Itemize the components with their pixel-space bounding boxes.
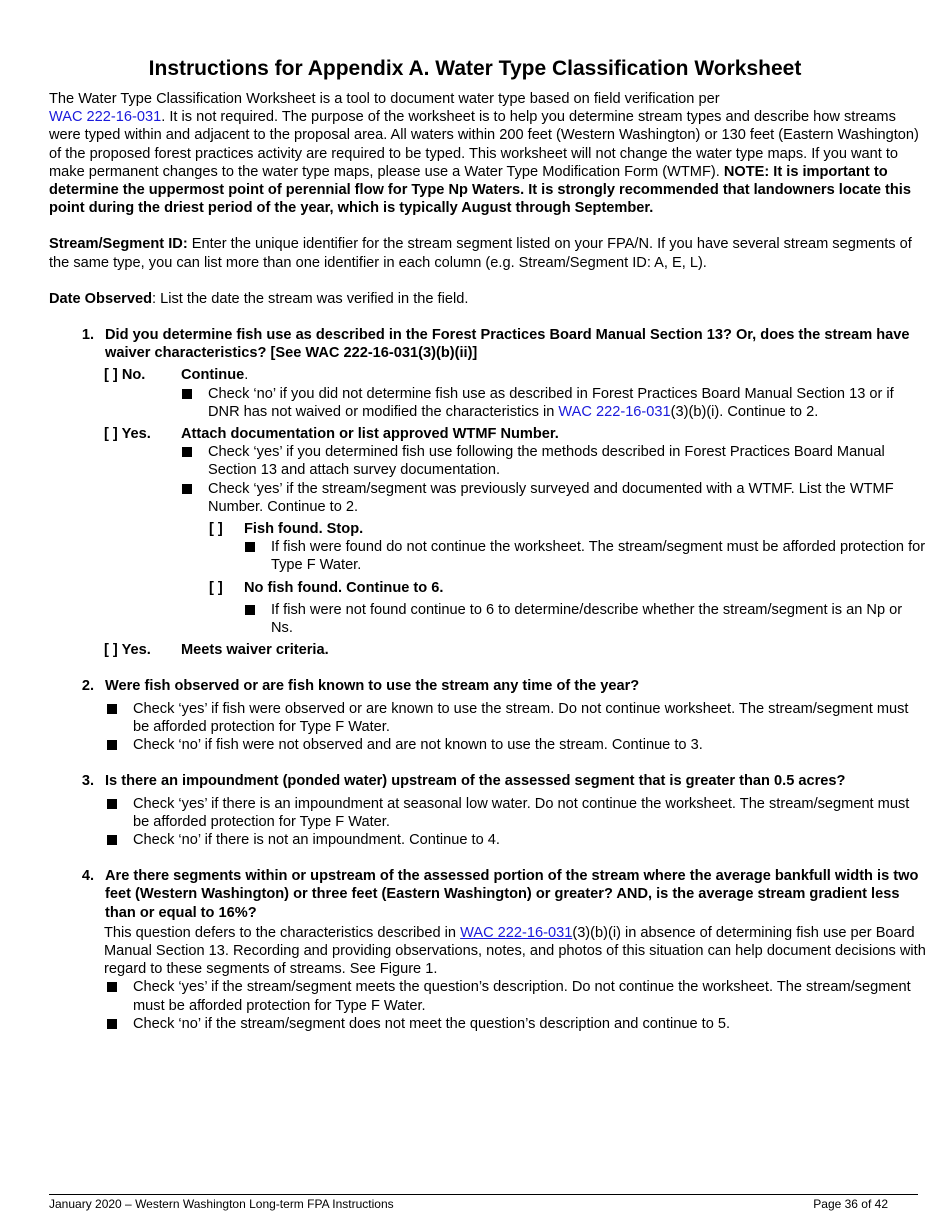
list-item: If fish were found do not continue the worksheet. The stream/segment must be afforded protection for Type F Water.	[245, 538, 926, 574]
list-item: Check ‘yes’ if the stream/segment meets the question’s description. Do not continue the worksheet. The stream/segment must be afforded protection for Type F Water.	[107, 978, 926, 1014]
list-item: Check ‘no’ if there is not an impoundment. Continue to 4.	[107, 831, 926, 849]
date-observed-paragraph: Date Observed: List the date the stream was verified in the field.	[49, 290, 469, 307]
list-item: Check ‘yes’ if you determined fish use following the methods described in Forest Practices Board Manual Section 13 and attach survey documentation.	[182, 443, 926, 479]
bullet-square-icon	[107, 704, 117, 714]
fish-found-bullets	[245, 538, 926, 574]
option-yes: [ ] Yes. Attach documentation or list approved WTMF Number.	[104, 426, 559, 443]
option-no: [ ] No. Continue.	[104, 367, 249, 384]
option-no-fish-found: [ ] No fish found. Continue to 6.	[209, 579, 444, 596]
question-3	[49, 772, 926, 790]
question-text: Were fish observed or are fish known to use the stream any time of the year?	[105, 678, 640, 695]
bullet-square-icon	[107, 1019, 117, 1029]
question-text: Are there segments within or upstream of the assessed portion of the stream where the average bankfull width is two feet (Western Washington) or three feet (Eastern Washington) or greater? AND, is the average stream gradient less than or equal to 16%?	[105, 868, 919, 921]
bullet-square-icon	[182, 389, 192, 399]
bullet-square-icon	[245, 605, 255, 615]
question-number: 1.	[81, 327, 94, 344]
checkbox-waiver[interactable]: [ ] Yes.	[104, 642, 151, 659]
list-item: Check ‘yes’ if there is an impoundment at seasonal low water. Do not continue the worksheet. The stream/segment must be afforded protection for Type F Water.	[107, 795, 926, 831]
checkbox-fish-found[interactable]: [ ]	[209, 521, 223, 538]
bullet-square-icon	[182, 447, 192, 457]
list-item: Check ‘no’ if fish were not observed and are not known to use the stream. Continue to 3.	[107, 736, 926, 754]
page-title: Instructions for Appendix A. Water Type Classification Worksheet	[148, 57, 802, 80]
question-text: Is there an impoundment (ponded water) upstream of the assessed segment that is greater than 0.5 acres?	[105, 773, 846, 790]
question-text: Did you determine fish use as described in the Forest Practices Board Manual Section 13? Or, does the stream have waiver characteristics? [See WAC 222-16-031(3)(b)(ii)]	[105, 327, 910, 362]
bullet-square-icon	[107, 740, 117, 750]
question-4-paragraph: This question defers to the characteristics described in WAC 222-16-031(3)(b)(i) in absence of determining fish use per Board Manual Section 13. Recording and providing observations, notes, and photos of this situation can help document decisions with regard to these segments of streams. See Figure 1.	[104, 924, 926, 978]
list-item: Check ‘no’ if you did not determine fish use as described in Forest Practices Board Manual Section 13 or if DNR has not waived or modified the characteristics in WAC 222-16-031(3)(b)(i). Continue to 2.	[182, 385, 926, 421]
question-number: 4.	[81, 868, 94, 885]
no-fish-found-bullets	[245, 601, 926, 637]
question-number: 3.	[81, 773, 94, 790]
list-item: Check ‘yes’ if the stream/segment was previously surveyed and documented with a WTMF. List the WTMF Number. Continue to 2.	[182, 480, 926, 516]
wac-link[interactable]: WAC 222-16-031	[460, 924, 573, 941]
wac-link[interactable]: WAC 222-16-031	[558, 403, 671, 420]
question-4-bullets	[107, 978, 926, 1033]
option-yes-bullets	[182, 443, 926, 516]
option-fish-found: [ ] Fish found. Stop.	[209, 521, 364, 538]
bullet-square-icon	[182, 484, 192, 494]
question-1	[49, 326, 926, 362]
bullet-square-icon	[107, 799, 117, 809]
question-3-bullets	[107, 795, 926, 850]
footer-left-text: January 2020 – Western Washington Long-term FPA Instructions	[49, 1197, 394, 1211]
option-no-bullets	[182, 385, 926, 421]
intro-paragraph: The Water Type Classification Worksheet is a tool to document water type based on field verification per WAC 222-16-031. It is not required. The purpose of the worksheet is to help you determine stream types and describe how streams were typed within and adjacent to the proposal area. All waters within 200 feet (Western Washington) or 130 feet (Eastern Washington) of the proposed forest practices activity are required to be typed. This worksheet will not change the water type maps. If you want to make permanent changes to the water type maps, please use a Water Type Modification Form (WTMF). NOTE: It is important to determine the uppermost point of perennial flow for Type Np Waters. It is strongly recommended that landowners locate this point during the driest period of the year, which is typically August through September.	[49, 91, 919, 217]
question-4	[49, 867, 926, 922]
list-item: Check ‘no’ if the stream/segment does not meet the question’s description and continue to 5.	[107, 1015, 926, 1033]
option-waiver: [ ] Yes. Meets waiver criteria.	[104, 642, 329, 659]
question-number: 2.	[81, 678, 94, 695]
stream-id-paragraph: Stream/Segment ID: Enter the unique identifier for the stream segment listed on your FPA/N. If you have several stream segments of the same type, you can list more than one identifier in each column (e.g. Stream/Segment ID: A, E, L).	[49, 236, 912, 271]
question-2	[49, 677, 926, 695]
note-text: NOTE: It is important to determine the uppermost point of perennial flow for Type Np Waters. It is strongly recommended that landowners locate this point during the driest period of the year, which is typically August through September.	[49, 163, 911, 217]
page-number: Page 36 of 42	[813, 1197, 888, 1211]
footer-divider	[49, 1194, 918, 1195]
wac-link[interactable]: WAC 222-16-031	[49, 109, 162, 126]
checkbox-yes[interactable]: [ ] Yes.	[104, 426, 151, 443]
bullet-square-icon	[107, 835, 117, 845]
bullet-square-icon	[107, 982, 117, 992]
checkbox-no[interactable]: [ ] No.	[104, 367, 146, 384]
bullet-square-icon	[245, 542, 255, 552]
question-2-bullets	[107, 700, 926, 755]
document-body	[49, 90, 926, 1033]
checkbox-no-fish-found[interactable]: [ ]	[209, 579, 223, 596]
list-item: If fish were not found continue to 6 to determine/describe whether the stream/segment is an Np or Ns.	[245, 601, 926, 637]
list-item: Check ‘yes’ if fish were observed or are known to use the stream. Do not continue worksheet. The stream/segment must be afforded protection for Type F Water.	[107, 700, 926, 736]
